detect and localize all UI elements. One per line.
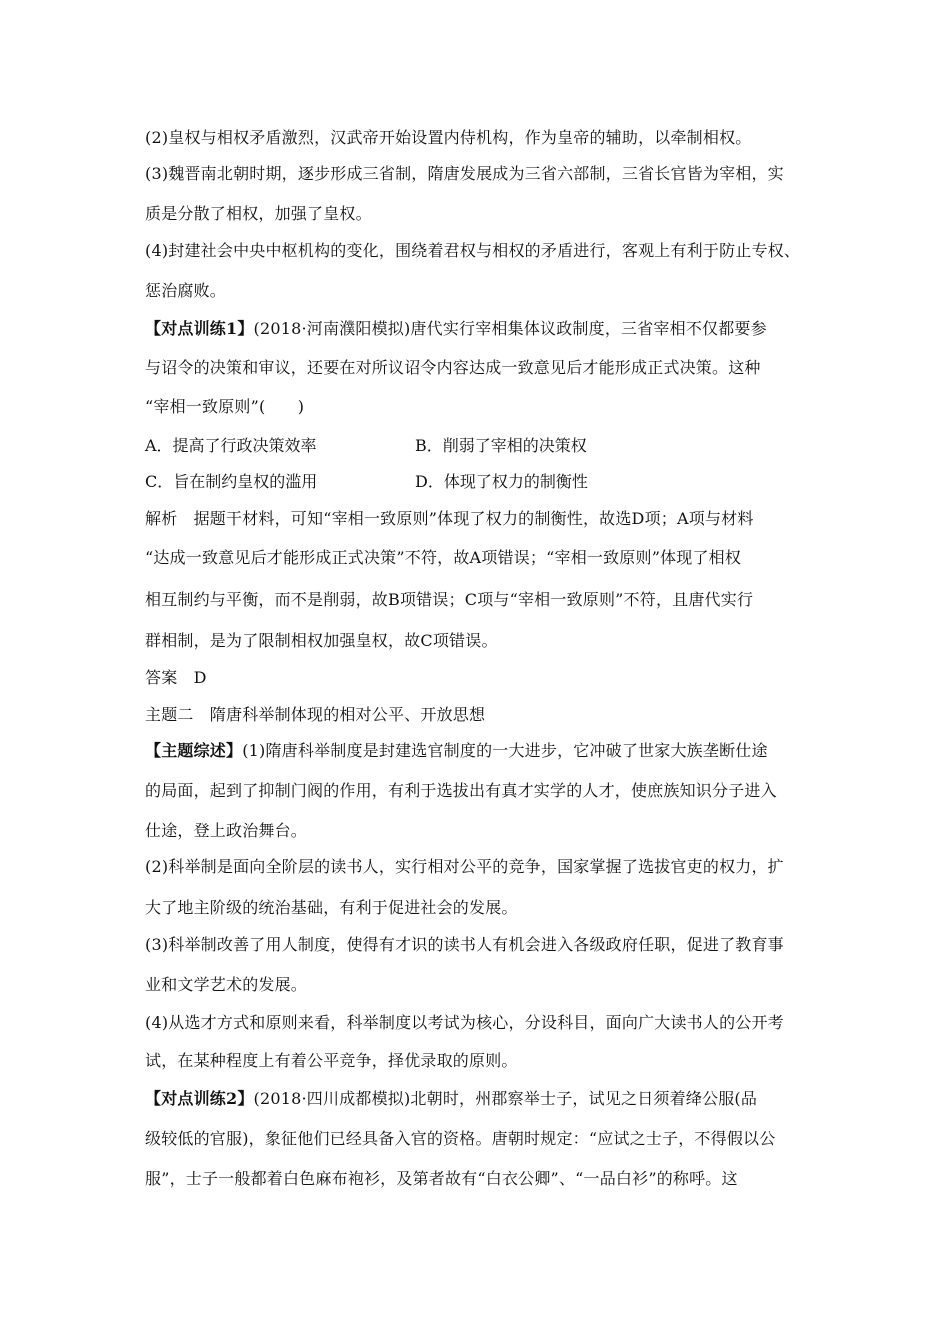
summary-tag: 【主题综述】 [145, 741, 243, 760]
summary-line [145, 740, 768, 762]
topic-title: 主题二 隋唐科举制体现的相对公平、开放思想 [145, 705, 486, 724]
paragraph-line: 试，在某种程度上有着公平竞争，择优录取的原则。 [145, 1051, 518, 1070]
exercise-stem-end: “宰相一致原则”( ) [145, 397, 305, 416]
answer-line: 答案 D [145, 668, 207, 687]
exercise-line: 与诏令的决策和审议，还要在对所议诏令内容达成一致意见后才能形成正式决策。这种 [145, 358, 761, 377]
paragraph-line: 质是分散了相权，加强了皇权。 [145, 204, 372, 223]
paragraph-line: (4)封建社会中央中枢机构的变化，围绕着君权与相权的矛盾进行，客观上有利于防止专权、 [145, 241, 801, 260]
option-c: C．旨在制约皇权的滥用 [145, 472, 318, 491]
summary-text: (1)隋唐科举制度是封建选官制度的一大进步，它冲破了世家大族垄断仕途 [242, 741, 768, 760]
analysis-line: 相互制约与平衡，而不是削弱，故B项错误；C项与“宰相一致原则”不符，且唐代实行 [145, 590, 754, 609]
paragraph-line: 仕途，登上政治舞台。 [145, 821, 308, 840]
analysis-line: 解析 据题干材料，可知“宰相一致原则”体现了权力的制衡性，故选D项；A项与材料 [145, 509, 754, 528]
paragraph-line: (3)魏晋南北朝时期，逐步形成三省制，隋唐发展成为三省六部制，三省长官皆为宰相，实 [145, 164, 784, 183]
option-b: B．削弱了宰相的决策权 [415, 436, 587, 455]
exercise-line: 级较低的官服)，象征他们已经具备入官的资格。唐朝时规定：“应试之士子，不得假以公 [145, 1129, 776, 1148]
exercise-text: (2018·四川成都模拟)北朝时，州郡察举士子，试见之日须着绛公服(品 [253, 1089, 758, 1108]
analysis-line: 群相制，是为了限制相权加强皇权，故C项错误。 [145, 631, 498, 650]
paragraph-line: (2)科举制是面向全阶层的读书人，实行相对公平的竞争，国家掌握了选拔官吏的权力，扩 [145, 857, 784, 876]
paragraph-line: 的局面，起到了抑制门阀的作用，有利于选拔出有真才实学的人才，使庶族知识分子进入 [145, 781, 777, 800]
paragraph-line: 大了地主阶级的统治基础，有利于促进社会的发展。 [145, 898, 518, 917]
exercise-text: (2018·河南濮阳模拟)唐代实行宰相集体议政制度，三省宰相不仅都要参 [253, 319, 767, 338]
exercise-tag: 【对点训练2】 [145, 1089, 254, 1108]
exercise-line: 服”，士子一般都着白色麻布袍衫，及第者故有“白衣公卿”、“一品白衫”的称呼。这 [145, 1169, 738, 1188]
option-a: A．提高了行政决策效率 [145, 436, 317, 455]
analysis-line: “达成一致意见后才能形成正式决策”不符，故A项错误；“宰相一致原则”体现了相权 [145, 548, 742, 567]
paragraph-line: 惩治腐败。 [145, 281, 227, 300]
paragraph-line: 业和文学艺术的发展。 [145, 975, 308, 994]
exercise-tag: 【对点训练1】 [145, 319, 254, 338]
paragraph-line: (2)皇权与相权矛盾激烈，汉武帝开始设置内侍机构，作为皇帝的辅助，以牵制相权。 [145, 128, 752, 147]
exercise-1-line [145, 318, 767, 340]
exercise-2-line [145, 1088, 757, 1110]
paragraph-line: (3)科举制改善了用人制度，使得有才识的读书人有机会进入各级政府任职，促进了教育事 [145, 935, 784, 954]
option-d: D．体现了权力的制衡性 [415, 472, 588, 491]
paragraph-line: (4)从选才方式和原则来看，科举制度以考试为核心，分设科目，面向广大读书人的公开考 [145, 1013, 784, 1032]
